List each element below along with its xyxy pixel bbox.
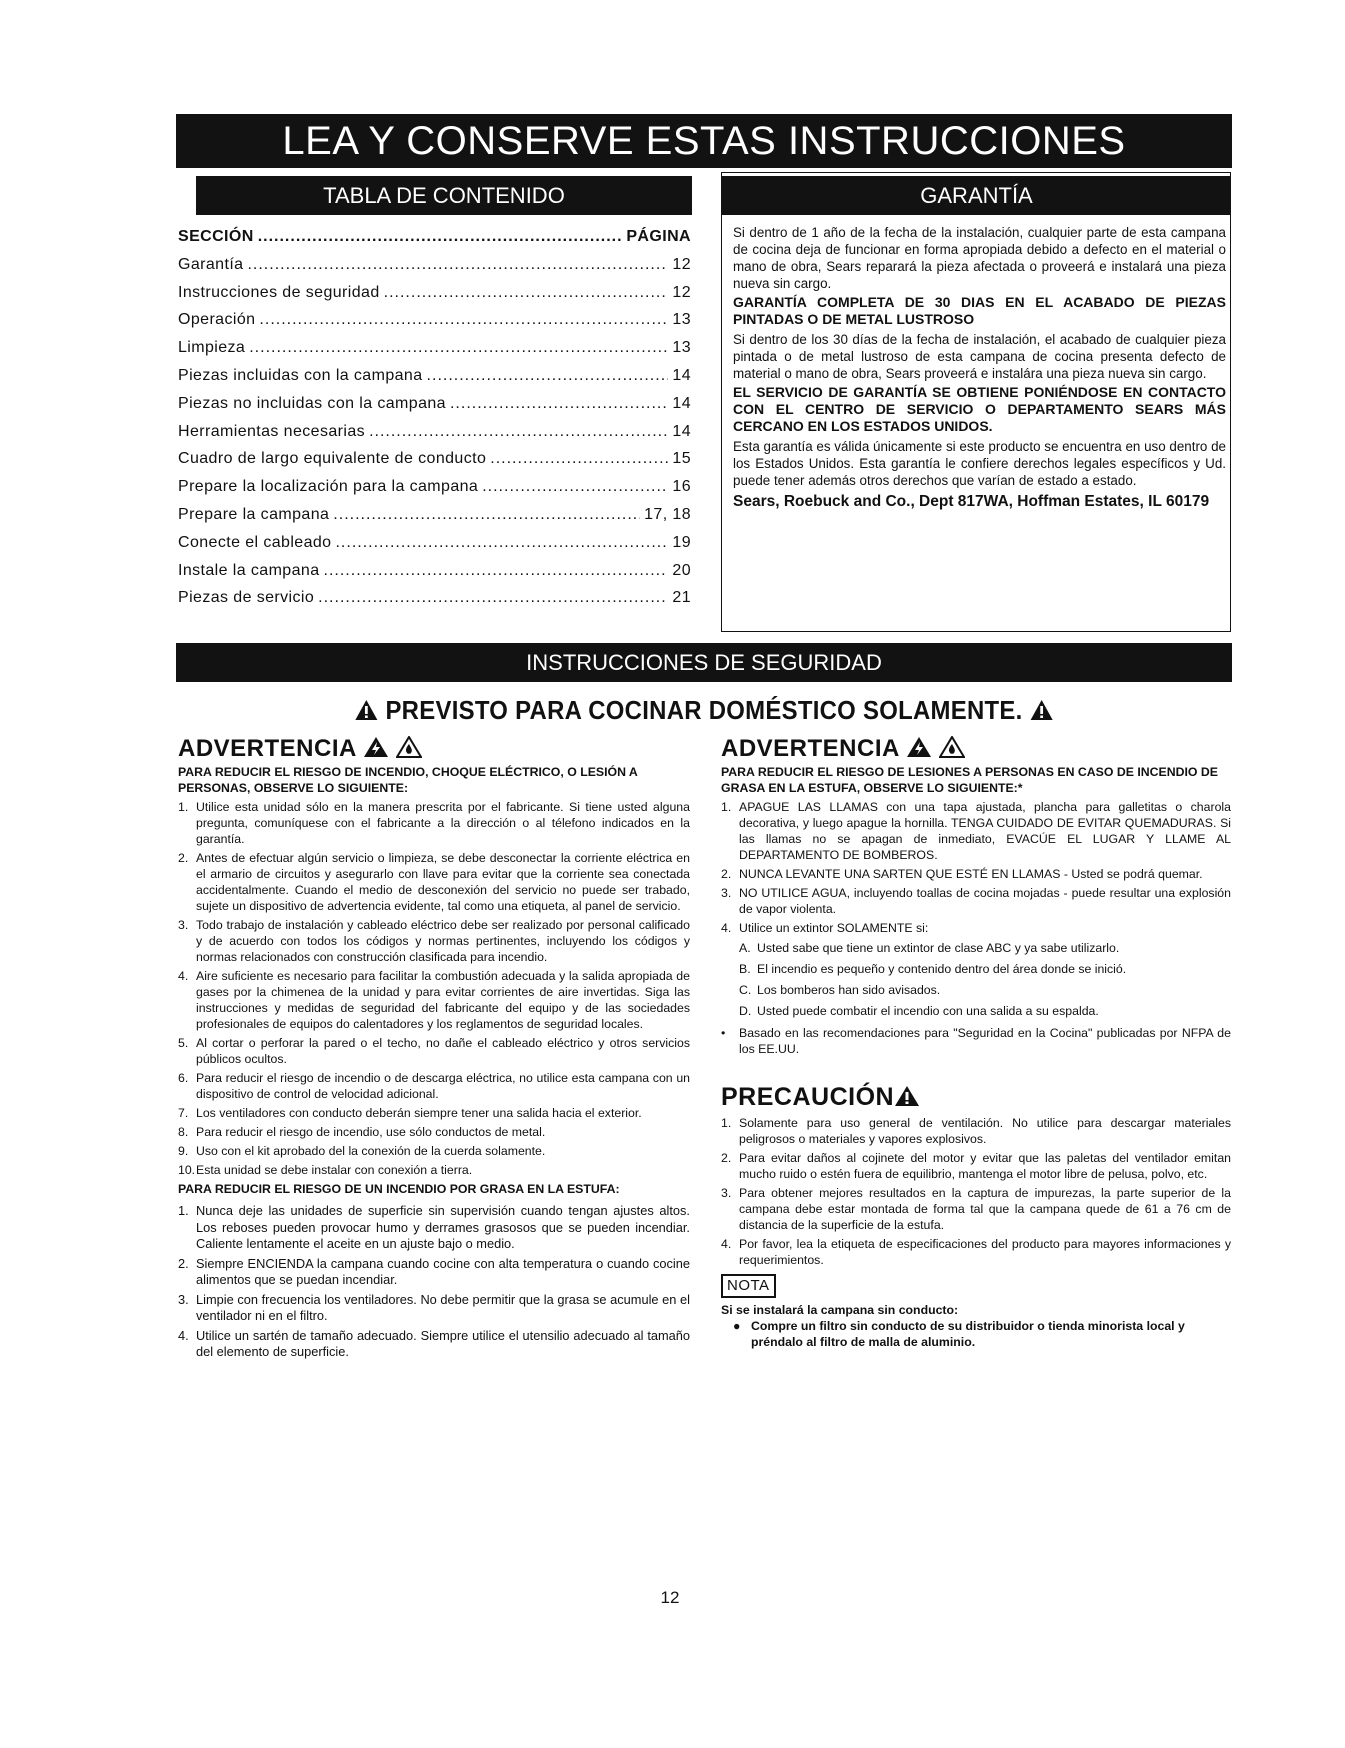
right-warning-item (721, 885, 1231, 917)
toc-entry-page: 19 (672, 533, 691, 551)
toc-entry-label: Piezas no incluidas con la campana (178, 394, 446, 412)
toc-entry-label: Piezas incluidas con la campana (178, 366, 423, 384)
extinguisher-condition (739, 940, 1231, 956)
toc-entry (178, 311, 691, 339)
left-warning-intro: PARA REDUCIR EL RIESGO DE INCENDIO, CHOQUE ELÉCTRICO, O LESIÓN A PERSONAS, OBSERVE LO SIGUIENTE: (178, 765, 638, 795)
left-warning-item (178, 850, 690, 914)
toc-entry-page: 12 (672, 283, 691, 301)
toc-leader (324, 562, 669, 580)
left-warning-item-number: 6. (178, 1071, 189, 1085)
left-warning-item (178, 1124, 690, 1140)
nfpa-footnote (721, 1025, 1231, 1057)
left-warning-item-number: 1. (178, 800, 189, 814)
left-warning-item-text: Para reducir el riesgo de incendio o de descarga eléctrica, no utilice esta campana con un dispositivo de control de velocidad adicional. (196, 1071, 690, 1101)
grease-fire-intro: PARA REDUCIR EL RIESGO DE UN INCENDIO POR GRASA EN LA ESTUFA: (178, 1182, 620, 1196)
toc-entry (178, 506, 691, 534)
domestic-use-headline (218, 694, 1190, 726)
toc-entry-page: 17, 18 (644, 505, 691, 523)
right-warning-item-text: NUNCA LEVANTE UNA SARTEN QUE ESTÉ EN LLAMAS - Usted se podrá quemar. (739, 867, 1203, 881)
extinguisher-condition (739, 982, 1231, 998)
toc-leader (427, 367, 669, 385)
toc-entry-label: Limpieza (178, 339, 246, 357)
left-warning-item-text: Todo trabajo de instalación y cableado eléctrico debe ser realizado por personal calificado y de acuerdo con todos los códigos y normas pertinentes, incluyendo los códigos y normas relacionados con construcción clasificada para incendio. (196, 918, 690, 964)
toc-entry-label: Cuadro de largo equivalente de conducto (178, 450, 487, 468)
extinguisher-condition-number: C. (739, 983, 752, 997)
extinguisher-condition-text: Los bomberos han sido avisados. (757, 983, 941, 997)
headline-text: PREVISTO PARA COCINAR DOMÉSTICO SOLAMENTE. (385, 695, 1023, 725)
caution-item-text: Por favor, lea la etiqueta de especificaciones del producto para mayores informaciones y requerimientos. (739, 1237, 1231, 1267)
extinguisher-condition-text: Usted puede combatir el incendio con una salida a su espalda. (757, 1004, 1099, 1018)
toc-entry (178, 450, 691, 478)
toc-entry (178, 534, 691, 562)
left-warning-item-number: 3. (178, 918, 189, 932)
caution-item (721, 1185, 1231, 1233)
right-warning-title-text: ADVERTENCIA (721, 735, 899, 762)
toc-leader (369, 423, 668, 441)
grease-item (178, 1328, 690, 1361)
left-warning-item (178, 917, 690, 965)
caution-item-number: 2. (721, 1151, 732, 1165)
toc-heading: TABLA DE CONTENIDO (196, 176, 692, 215)
toc-entry-label: Instale la campana (178, 561, 320, 579)
toc-entry (178, 284, 691, 312)
toc-entry-label: Instrucciones de seguridad (178, 283, 380, 301)
toc-col-page: PÁGINA (626, 228, 691, 245)
fire-warning-icon (396, 736, 422, 758)
toc-entry-label: Herramientas necesarias (178, 422, 366, 440)
toc-entry-label: Piezas de servicio (178, 589, 315, 607)
grease-item-number: 2. (178, 1255, 189, 1271)
toc-entry-page: 14 (672, 366, 691, 384)
toc-entry-page: 13 (672, 311, 691, 329)
caution-item-text: Para obtener mejores resultados en la captura de impurezas, la parte superior de la campana debe estar montada de forma tal que la campana quede de 61 a 76 cm de distancia de la superficie de la estufa. (739, 1186, 1231, 1232)
right-warning-item-number: 4. (721, 921, 732, 935)
left-warning-item (178, 1035, 690, 1067)
note-bullet-text: Compre un filtro sin conducto de su distribuidor o tienda minorista local y préndalo al filtro de malla de aluminio. (751, 1319, 1185, 1349)
page-title-banner: LEA Y CONSERVE ESTAS INSTRUCCIONES (176, 114, 1232, 168)
warranty-heading-service: EL SERVICIO DE GARANTÍA SE OBTIENE PONIÉNDOSE EN CONTACTO CON EL CENTRO DE SERVICIO O DEPARTAMENTO SEARS MÁS CERCANO EN LOS ESTADOS UNIDOS. (733, 384, 1226, 434)
left-warning-item (178, 799, 690, 847)
caution-item-number: 3. (721, 1186, 732, 1200)
toc-entry-label: Garantía (178, 255, 244, 273)
warning-triangle-icon (894, 1085, 920, 1107)
caution-item-text: Solamente para uso general de ventilación. No utilice para descargar materiales peligrosos o materiales y vapores explosivos. (739, 1116, 1231, 1146)
caution-title (721, 1083, 1231, 1111)
left-warning-item-text: Para reducir el riesgo de incendio, use sólo conductos de metal. (196, 1125, 546, 1139)
left-warning-item (178, 1070, 690, 1102)
toc-header-row (178, 228, 691, 256)
right-warning-item-text: APAGUE LAS LLAMAS con una tapa ajustada, plancha para galletitas o charola decorativa, y luego apague la hornilla. TENGA CUIDADO DE EVITAR QUEMADURAS. Si las llamas no se apagan de inmediato, EVACÚE EL LUGAR Y LLAME AL DEPARTAMENTO DE BOMBEROS. (739, 800, 1231, 862)
caution-item-text: Para evitar daños al cojinete del motor y evitar que las paletas del ventilador emitan mucho ruido o estén fuera de equilibrio, mantenga el motor libre de pelusa, polvo, etc. (739, 1151, 1231, 1181)
warranty-paragraph-2: Si dentro de los 30 días de la fecha de instalación, el acabado de cualquier pieza pintada o de metal lustroso de esta campana de cocina presenta defecto de material o mano de obra, Sears proveerá e instalára una pieza nueva sin cargo. (733, 332, 1226, 381)
page-number: 12 (660, 1588, 680, 1607)
toc-entry-page: 12 (672, 255, 691, 273)
electric-warning-icon (906, 736, 932, 758)
left-warning-item-number: 5. (178, 1036, 189, 1050)
footnote-text: Basado en las recomendaciones para "Seguridad en la Cocina" publicadas por NFPA de los EE.UU. (739, 1026, 1231, 1056)
grease-item-text: Utilice un sartén de tamaño adecuado. Siempre utilice el utensilio adecuado al tamaño del elemento de superficie. (196, 1327, 690, 1359)
left-warning-item-number: 4. (178, 969, 189, 983)
grease-item (178, 1292, 690, 1325)
grease-item (178, 1256, 690, 1289)
left-warning-item-text: Aire suficiente es necesario para facilitar la combustión adecuada y la salida apropiada de gases por la chimenea de la unidad y para evitar corrientes de aire invertidas. Siga las instrucciones y medidas de seguridad del fabricante del equipo y de las sociedades profesionales de equipos do calentadores y los reglamentos de seguridad locales. (196, 969, 690, 1031)
extinguisher-condition-number: D. (739, 1004, 752, 1018)
caution-item-number: 4. (721, 1237, 732, 1251)
left-warning-item-number: 10. (178, 1163, 196, 1177)
left-warning-item-number: 7. (178, 1106, 189, 1120)
caution-item (721, 1150, 1231, 1182)
toc-entry-label: Prepare la localización para la campana (178, 478, 479, 496)
bullet-dot-icon: ● (733, 1319, 741, 1333)
safety-heading: INSTRUCCIONES DE SEGURIDAD (176, 643, 1232, 682)
toc-entry-page: 20 (672, 561, 691, 579)
toc-entry (178, 478, 691, 506)
toc-entry-label: Conecte el cableado (178, 533, 332, 551)
grease-item-number: 4. (178, 1327, 189, 1343)
left-warning-item-text: Los ventiladores con conducto deberán siempre tener una salida hacia el exterior. (196, 1106, 642, 1120)
toc-entry-page: 21 (672, 589, 691, 607)
warning-triangle-icon (355, 699, 379, 721)
right-warning-item (721, 866, 1231, 882)
caution-item (721, 1236, 1231, 1268)
toc-leader (318, 589, 668, 607)
toc-entry (178, 339, 691, 367)
extinguisher-condition-text: El incendio es pequeño y contenido dentro del área donde se inició. (757, 962, 1127, 976)
right-warning-item-number: 3. (721, 886, 732, 900)
note-label: NOTA (721, 1274, 776, 1298)
toc-col-section: SECCIÓN (178, 228, 254, 245)
toc-leader (259, 311, 668, 329)
toc-leader (450, 395, 668, 413)
warranty-paragraph-3: Esta garantía es válida únicamente si este producto se encuentra en uso dentro de los Estados Unidos. Esta garantía le confiere derechos legales específicos y Ud. puede tener además otros derechos que varían de estado a estado. (733, 439, 1226, 488)
left-warning-item-text: Antes de efectuar algún servicio o limpieza, se debe desconectar la corriente eléctrica en el armario de circuitos y asegurarlo con llave para evitar que la corriente sea conectada accidentalmente. Cuando el medio de desconexión del servicio no puede ser trabado, sujete un dispositivo de advertencia evidente, tal como una etiqueta, al panel de servicio. (196, 851, 690, 913)
right-warning-item-number: 2. (721, 867, 732, 881)
toc-leader (247, 256, 668, 274)
left-warning-item (178, 1105, 690, 1121)
extinguisher-condition-text: Usted sabe que tiene un extintor de clase ABC y ya sabe utilizarlo. (757, 941, 1120, 955)
toc-leader (258, 228, 623, 246)
right-warning-column (721, 736, 1231, 1350)
left-warning-title-text: ADVERTENCIA (178, 735, 356, 762)
toc-entry-label: Operación (178, 311, 256, 329)
toc-leader (335, 534, 668, 552)
warranty-heading-finish: GARANTÍA COMPLETA DE 30 DIAS EN EL ACABADO DE PIEZAS PINTADAS O DE METAL LUSTROSO (733, 294, 1226, 327)
extinguisher-condition (739, 961, 1231, 977)
warranty-body (733, 224, 1226, 511)
left-warning-item-text: Al cortar o perforar la pared o el techo, no dañe el cableado eléctrico y otros servicios públicos ocultos. (196, 1036, 690, 1066)
grease-item-number: 1. (178, 1203, 189, 1218)
left-warning-item (178, 968, 690, 1032)
note-intro: Si se instalará la campana sin conducto: (721, 1303, 959, 1317)
left-warning-item-number: 2. (178, 851, 189, 865)
note-block (721, 1274, 1231, 1350)
toc-entry-page: 14 (672, 394, 691, 412)
grease-item (178, 1203, 690, 1253)
toc-leader (384, 284, 669, 302)
toc-entry-label: Prepare la campana (178, 505, 330, 523)
grease-item-text: Nunca deje las unidades de superficie sin supervisión cuando tengan ajustes altos. Los reboses pueden provocar humo y derrames grasosos que se pueden incendiar. Caliente lentamente el aceite en un ajuste bajo o medio. (196, 1203, 690, 1251)
grease-item-text: Siempre ENCIENDA la campana cuando cocine con alta temperatura o cuando cocine alimentos que se puedan incendiar. (196, 1255, 690, 1287)
extinguisher-condition-number: A. (739, 941, 751, 955)
warranty-address: Sears, Roebuck and Co., Dept 817WA, Hoffman Estates, IL 60179 (733, 493, 1210, 510)
footnote-mark: • (721, 1026, 726, 1040)
left-warning-item-number: 9. (178, 1144, 189, 1158)
right-warning-item (721, 920, 1231, 936)
toc-entry (178, 423, 691, 451)
right-warning-title (721, 735, 1231, 762)
toc-entry-page: 15 (672, 450, 691, 468)
toc-leader (490, 450, 668, 468)
extinguisher-condition (739, 1003, 1231, 1019)
left-warning-item-text: Esta unidad se debe instalar con conexión a tierra. (196, 1163, 473, 1177)
toc-entry (178, 562, 691, 590)
right-warning-intro: PARA REDUCIR EL RIESGO DE LESIONES A PERSONAS EN CASO DE INCENDIO DE GRASA EN LA ESTUFA, OBSERVE LO SIGUIENTE:* (721, 765, 1218, 795)
toc-entry (178, 395, 691, 423)
left-warning-column (178, 736, 690, 1364)
grease-item-number: 3. (178, 1291, 189, 1307)
left-warning-item-text: Utilice esta unidad sólo en la manera prescrita por el fabricante. Si tiene usted alguna pregunta, comuníquese con el fabricante a la dirección o al télefono indicados en la garantía. (196, 800, 690, 846)
grease-item-text: Limpie con frecuencia los ventiladores. No debe permitir que la grasa se acumule en el ventilador ni en el filtro. (196, 1291, 690, 1323)
extinguisher-condition-number: B. (739, 962, 751, 976)
toc-leader (249, 339, 668, 357)
warranty-paragraph-1: Si dentro de 1 año de la fecha de la instalación, cualquier parte de esta campana de cocina deja de funcionar en forma apropiada debido a defecto en el material o mano de obra, Sears reparará la pieza afectada o proveerá e instalará una pieza nueva sin cargo. (733, 225, 1226, 291)
left-warning-item (178, 1162, 690, 1178)
toc-entry (178, 256, 691, 284)
note-bullet (733, 1318, 1231, 1350)
right-warning-item-number: 1. (721, 800, 732, 814)
toc-leader (333, 506, 640, 524)
toc-entry-page: 13 (672, 339, 691, 357)
toc-entry-page: 14 (672, 422, 691, 440)
right-warning-item-text: Utilice un extintor SOLAMENTE si: (739, 921, 929, 935)
left-warning-item-text: Uso con el kit aprobado del la conexión de la cuerda solamente. (196, 1144, 546, 1158)
warranty-heading: GARANTÍA (722, 176, 1231, 215)
toc-entry (178, 367, 691, 395)
right-warning-item-text: NO UTILICE AGUA, incluyendo toallas de cocina mojadas - puede resultar una explosión de vapor violenta. (739, 886, 1231, 916)
electric-warning-icon (363, 736, 389, 758)
toc-entry (178, 589, 691, 617)
caution-item (721, 1115, 1231, 1147)
caution-item-number: 1. (721, 1116, 732, 1130)
table-of-contents (178, 228, 691, 617)
left-warning-title (178, 735, 690, 762)
warning-triangle-icon (1029, 699, 1053, 721)
toc-leader (482, 478, 668, 496)
caution-title-text: PRECAUCIÓN (721, 1083, 895, 1111)
toc-entry-page: 16 (672, 478, 691, 496)
fire-warning-icon (939, 736, 965, 758)
right-warning-item (721, 799, 1231, 863)
left-warning-item-number: 8. (178, 1125, 189, 1139)
left-warning-item (178, 1143, 690, 1159)
